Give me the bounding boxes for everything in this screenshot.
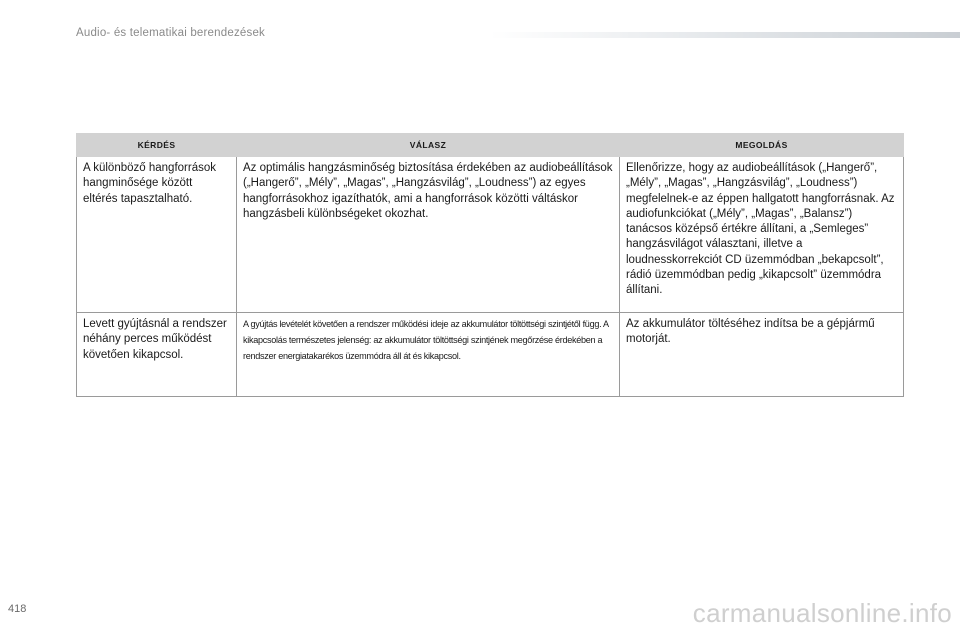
table-row — [77, 157, 904, 313]
solution-cell — [620, 313, 904, 397]
answer-text: Az optimális hangzásminőség biztosítása érdekében az audiobeállítások („Hangerő”, „Mély”, „Magas”, „Hangzásvilág”, „Loudness”) az egyes hangforrásokhoz igazíthatók, ami a hangforrások közötti váltáskor hangzásbeli különbségeket okozhat. — [243, 162, 613, 220]
column-header-solution: MEGOLDÁS — [620, 134, 904, 157]
answer-cell — [237, 313, 620, 397]
solution-text: Ellenőrizze, hogy az audiobeállítások („Hangerő”, „Mély”, „Magas”, „Hangzásvilág”, „Loudness”) megfelelnek-e az éppen hallgatott hangforrásnak. Az audiofunkciókat („Mély”, „Magas”, „Balansz”) tanácsos középső értékre állítani, a „Semleges” hangzásvilágot választani, illetve a loudnesskorrekciót CD üzemmódban „bekapcsolt”, rádió üzemmódban pedig „kikapcsolt” üzemmódra állítani. — [626, 162, 895, 297]
page-header-title: Audio- és telematikai berendezések — [76, 27, 265, 39]
question-cell — [77, 313, 237, 397]
question-text: A különböző hangforrások hangminősége között eltérés tapasztalható. — [83, 162, 216, 205]
table-header-row — [77, 134, 904, 157]
page-number: 418 — [8, 603, 27, 615]
table-row — [77, 313, 904, 397]
header-decorative-bar — [490, 32, 960, 38]
answer-cell — [237, 157, 620, 313]
watermark: carmanualsonline.info — [692, 598, 952, 628]
question-cell — [77, 157, 237, 313]
question-text: Levett gyújtásnál a rendszer néhány perces működést követően kikapcsol. — [83, 318, 227, 361]
answer-text: A gyújtás levételét követően a rendszer működési ideje az akkumulátor töltöttségi szintjétől függ. A kikapcsolás természetes jelenség: az akkumulátor töltöttségi szintjének megőrzése érdekében a rendszer energiatakarékos üzemmódra áll át és kikapcsol. — [243, 319, 609, 361]
faq-table — [76, 133, 904, 397]
solution-text: Az akkumulátor töltéséhez indítsa be a gépjármű motorját. — [626, 318, 875, 346]
solution-cell — [620, 157, 904, 313]
column-header-answer: VÁLASZ — [237, 134, 620, 157]
column-header-question: KÉRDÉS — [77, 134, 237, 157]
